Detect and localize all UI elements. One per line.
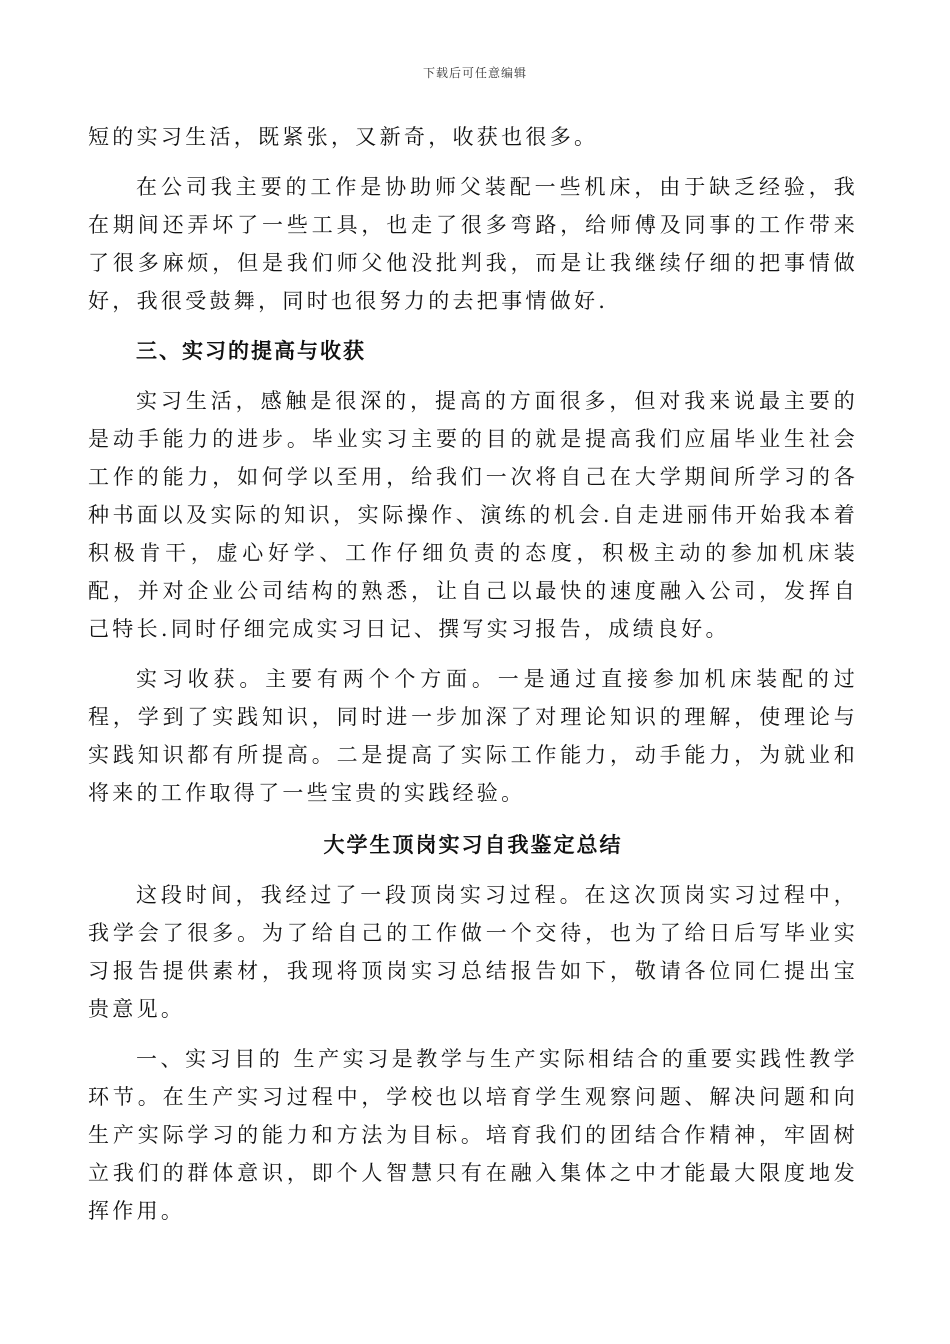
document-body — [88, 118, 858, 1230]
paragraph-2: 在公司我主要的工作是协助师父装配一些机床，由于缺乏经验，我在期间还弄坏了一些工具，也走了很多弯路，给师傅及同事的工作带来了很多麻烦，但是我们师父他没批判我，而是让我继续仔细的把事情做好，我很受鼓舞，同时也很努力的去把事情做好. — [88, 175, 858, 313]
header-note: 下载后可任意编辑 — [422, 66, 527, 80]
paragraph-6: 一、实习目的 生产实习是教学与生产实际相结合的重要实践性教学环节。在生产实习过程中，学校也以培育学生观察问题、解决问题和向生产实际学习的能力和方法为目标。培育我们的团结合作精神，牢固树立我们的群体意识，即个人智慧只有在融入集体之中才能最大限度地发挥作用。 — [88, 1047, 858, 1223]
paragraph-1: 短的实习生活，既紧张，又新奇，收获也很多。 — [88, 125, 599, 149]
document-title: 大学生顶岗实习自我鉴定总结 — [323, 832, 623, 857]
paragraph-4: 实习收获。主要有两个个方面。一是通过直接参加机床装配的过程，学到了实践知识，同时进一步加深了对理论知识的理解，使理论与实践知识都有所提高。二是提高了实际工作能力，动手能力，为就业和将来的工作取得了一些宝贵的实践经验。 — [88, 667, 858, 805]
paragraph-5: 这段时间，我经过了一段顶岗实习过程。在这次顶岗实习过程中，我学会了很多。为了给自己的工作做一个交待，也为了给日后写毕业实习报告提供素材，我现将顶岗实习总结报告如下，敬请各位同仁提出宝贵意见。 — [88, 883, 858, 1021]
section-heading-3: 三、实习的提高与收获 — [136, 338, 366, 363]
paragraph-3: 实习生活，感触是很深的，提高的方面很多，但对我来说最主要的是动手能力的进步。毕业实习主要的目的就是提高我们应届毕业生社会工作的能力，如何学以至用，给我们一次将自己在大学期间所学习的各种书面以及实际的知识，实际操作、演练的机会.自走进丽伟开始我本着积极肯干，虚心好学、工作仔细负责的态度，积极主动的参加机床装配，并对企业公司结构的熟悉，让自己以最快的速度融入公司，发挥自己特长.同时仔细完成实习日记、撰写实习报告，成绩良好。 — [88, 389, 858, 641]
